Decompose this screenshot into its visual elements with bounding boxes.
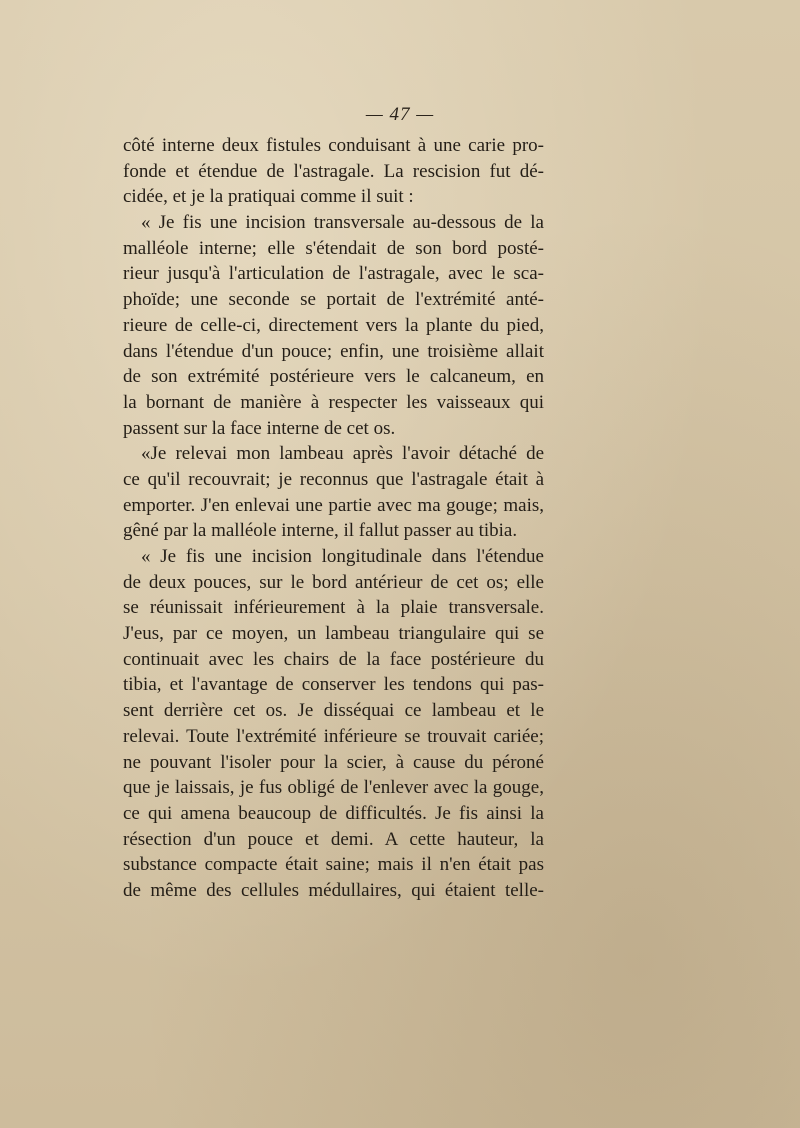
text-line: malléole interne; elle s'étendait de son bord posté- xyxy=(123,237,544,259)
text-line: cidée, et je la pratiquai comme il suit : xyxy=(123,186,414,208)
text-line: « Je fis une incision longitudinale dans l'étendue xyxy=(141,546,544,567)
text-line: substance compacte était saine; mais il n'en était pas xyxy=(123,854,544,876)
text-line: passent sur la face interne de cet os. xyxy=(123,417,396,439)
text-line: tibia, et l'avantage de conserver les tendons qui pas- xyxy=(123,674,544,696)
text-line: ce qu'il recouvrait; je reconnus que l'astragale était à xyxy=(123,468,544,490)
text-line: « Je fis une incision transversale au-dessous de la xyxy=(141,212,544,234)
page-number: — 47 — xyxy=(365,104,435,125)
text-line: continuait avec les chairs de la face postérieure du xyxy=(123,648,544,670)
body-text xyxy=(123,133,544,904)
text-line: sent derrière cet os. Je disséquai ce lambeau et le xyxy=(123,700,544,722)
text-line: de son extrémité postérieure vers le calcaneum, en xyxy=(123,366,544,388)
text-line: «Je relevai mon lambeau après l'avoir détaché de xyxy=(141,443,544,465)
text-line: phoïde; une seconde se portait de l'extrémité anté- xyxy=(123,289,544,311)
text-line: que je laissais, je fus obligé de l'enlever avec la gouge, xyxy=(123,777,544,799)
text-line: de deux pouces, sur le bord antérieur de cet os; elle xyxy=(123,571,544,593)
text-line: rieur jusqu'à l'articulation de l'astragale, avec le sca- xyxy=(123,263,544,285)
text-line: emporter. J'en enlevai une partie avec ma gouge; mais, xyxy=(123,494,544,516)
text-line: ne pouvant l'isoler pour la scier, à cause du péroné xyxy=(123,751,544,773)
text-line: J'eus, par ce moyen, un lambeau triangulaire qui se xyxy=(123,623,544,645)
text-line: la bornant de manière à respecter les vaisseaux qui xyxy=(123,391,544,413)
text-line: rieure de celle-ci, directement vers la plante du pied, xyxy=(123,314,544,336)
text-line: relevai. Toute l'extrémité inférieure se trouvait cariée; xyxy=(123,725,544,747)
text-line: se réunissait inférieurement à la plaie transversale. xyxy=(123,597,544,619)
text-line: de même des cellules médullaires, qui étaient telle- xyxy=(123,879,544,901)
text-line: côté interne deux fistules conduisant à une carie pro- xyxy=(123,135,544,156)
text-line: ce qui amena beaucoup de difficultés. Je fis ainsi la xyxy=(123,802,544,824)
text-line: fonde et étendue de l'astragale. La rescision fut dé- xyxy=(123,160,544,182)
text-line: résection d'un pouce et demi. A cette hauteur, la xyxy=(123,828,544,850)
text-line: gêné par la malléole interne, il fallut passer au tibia. xyxy=(123,520,518,542)
text-line: dans l'étendue d'un pouce; enfin, une troisième allait xyxy=(123,340,544,362)
